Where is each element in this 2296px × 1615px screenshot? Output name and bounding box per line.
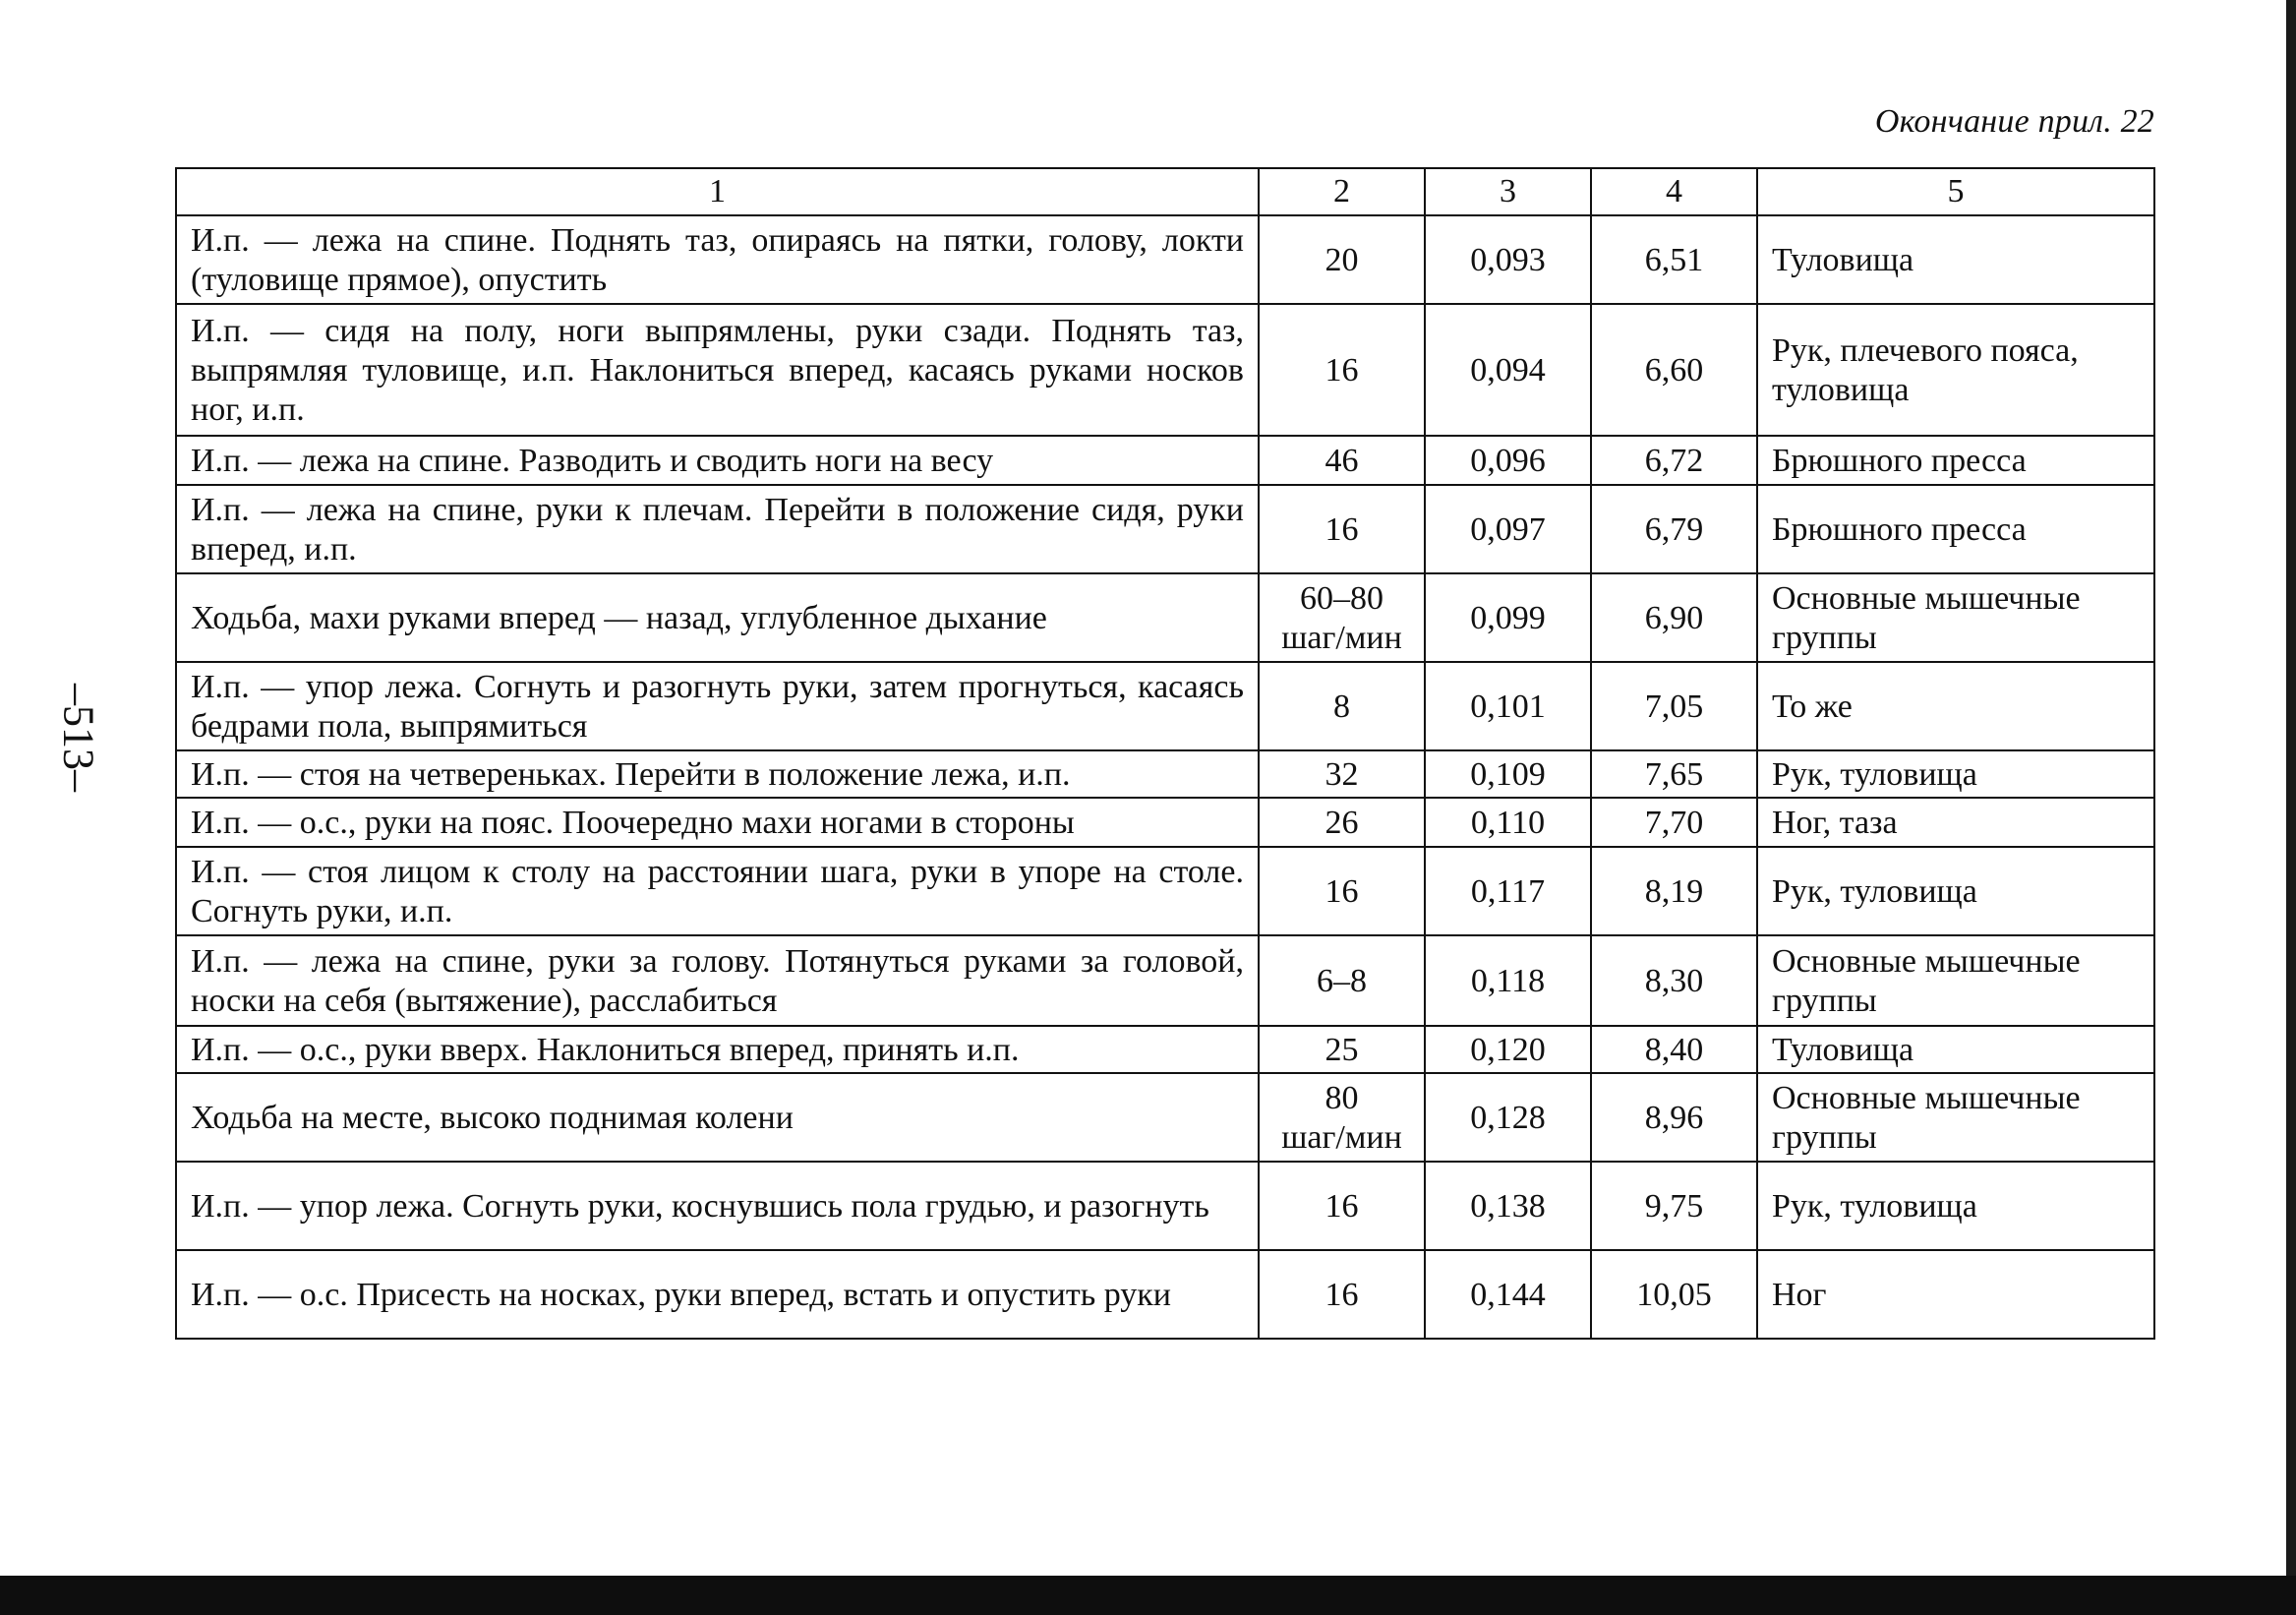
exercise-cell: И.п. — упор лежа. Согнуть руки, коснувшись пола грудью, и разогнуть [176,1162,1259,1250]
value-col3-cell: 0,117 [1425,847,1591,935]
header-col-5: 5 [1757,168,2154,215]
value-col3-cell: 0,128 [1425,1073,1591,1162]
exercise-table [175,167,2155,1340]
table-row [176,485,2154,573]
reps-cell: 16 [1259,304,1425,436]
value-col3-cell: 0,144 [1425,1250,1591,1339]
header-col-4: 4 [1591,168,1757,215]
value-col4-cell: 8,19 [1591,847,1757,935]
value-col4-cell: 6,72 [1591,436,1757,485]
exercise-cell: И.п. — стоя лицом к столу на расстоянии шага, руки в упоре на столе. Согнуть руки, и.п. [176,847,1259,935]
value-col4-cell: 8,30 [1591,935,1757,1026]
value-col4-cell: 10,05 [1591,1250,1757,1339]
value-col3-cell: 0,110 [1425,798,1591,847]
table-row [176,750,2154,798]
reps-cell [1259,1073,1425,1162]
value-col4-cell: 6,90 [1591,573,1757,662]
header-col-3: 3 [1425,168,1591,215]
reps-cell: 20 [1259,215,1425,304]
value-col4-cell: 6,51 [1591,215,1757,304]
table-row [176,1250,2154,1339]
table-row [176,935,2154,1026]
table-row [176,662,2154,750]
value-col4-cell: 9,75 [1591,1162,1757,1250]
table-header-row [176,168,2154,215]
exercise-cell: И.п. — о.с. Присесть на носках, руки вперед, встать и опустить руки [176,1250,1259,1339]
header-col-2: 2 [1259,168,1425,215]
reps-cell: 16 [1259,1250,1425,1339]
table-row [176,573,2154,662]
muscles-cell: Основные мышечные группы [1757,573,2154,662]
muscles-cell: Рук, туловища [1757,750,2154,798]
exercise-cell: И.п. — о.с., руки на пояс. Поочередно махи ногами в стороны [176,798,1259,847]
scan-edge-bottom [0,1576,2296,1615]
page-number: –513– [54,684,103,792]
muscles-cell: Ног, таза [1757,798,2154,847]
table-row [176,1026,2154,1073]
reps-cell: 25 [1259,1026,1425,1073]
reps-value: 80 [1325,1080,1359,1116]
value-col4-cell: 8,40 [1591,1026,1757,1073]
muscles-cell: Основные мышечные группы [1757,935,2154,1026]
reps-unit: шаг/мин [1281,620,1402,656]
exercise-cell: И.п. — о.с., руки вверх. Наклониться вперед, принять и.п. [176,1026,1259,1073]
value-col3-cell: 0,094 [1425,304,1591,436]
header-col-1: 1 [176,168,1259,215]
table-row [176,215,2154,304]
table-row [176,304,2154,436]
value-col3-cell: 0,097 [1425,485,1591,573]
exercise-cell: И.п. — сидя на полу, ноги выпрямлены, руки сзади. Поднять таз, выпрямляя туловище, и.п. Наклониться вперед, касаясь руками носков ног, и.п. [176,304,1259,436]
exercise-cell: И.п. — лежа на спине, руки к плечам. Перейти в положение сидя, руки вперед, и.п. [176,485,1259,573]
table-row [176,1073,2154,1162]
reps-cell: 8 [1259,662,1425,750]
exercise-cell: Ходьба на месте, высоко поднимая колени [176,1073,1259,1162]
muscles-cell: Рук, туловища [1757,847,2154,935]
reps-cell: 46 [1259,436,1425,485]
page-caption: Окончание прил. 22 [1874,103,2154,140]
value-col3-cell: 0,118 [1425,935,1591,1026]
exercise-cell: И.п. — лежа на спине. Разводить и сводить ноги на весу [176,436,1259,485]
reps-cell: 6–8 [1259,935,1425,1026]
muscles-cell: Брюшного пресса [1757,436,2154,485]
exercise-cell: И.п. — стоя на четвереньках. Перейти в положение лежа, и.п. [176,750,1259,798]
muscles-cell: Рук, плечевого пояса, туловища [1757,304,2154,436]
value-col3-cell: 0,099 [1425,573,1591,662]
value-col3-cell: 0,101 [1425,662,1591,750]
exercise-cell: И.п. — лежа на спине, руки за голову. Потянуться руками за головой, носки на себя (вытяжение), расслабиться [176,935,1259,1026]
table-row [176,436,2154,485]
muscles-cell: Основные мышечные группы [1757,1073,2154,1162]
reps-value: 60–80 [1300,580,1383,617]
value-col4-cell: 8,96 [1591,1073,1757,1162]
reps-unit: шаг/мин [1281,1119,1402,1156]
value-col3-cell: 0,109 [1425,750,1591,798]
reps-cell [1259,573,1425,662]
value-col4-cell: 7,65 [1591,750,1757,798]
scan-edge-right [2286,0,2296,1615]
value-col4-cell: 6,79 [1591,485,1757,573]
reps-cell: 16 [1259,1162,1425,1250]
reps-cell: 16 [1259,847,1425,935]
muscles-cell: То же [1757,662,2154,750]
table-row [176,847,2154,935]
reps-cell: 26 [1259,798,1425,847]
muscles-cell: Туловища [1757,1026,2154,1073]
exercise-cell: И.п. — упор лежа. Согнуть и разогнуть руки, затем прогнуться, касаясь бедрами пола, выпрямиться [176,662,1259,750]
value-col4-cell: 6,60 [1591,304,1757,436]
muscles-cell: Ног [1757,1250,2154,1339]
value-col3-cell: 0,093 [1425,215,1591,304]
muscles-cell: Рук, туловища [1757,1162,2154,1250]
reps-cell: 16 [1259,485,1425,573]
reps-cell: 32 [1259,750,1425,798]
table-row [176,1162,2154,1250]
muscles-cell: Туловища [1757,215,2154,304]
value-col3-cell: 0,120 [1425,1026,1591,1073]
exercise-cell: И.п. — лежа на спине. Поднять таз, опираясь на пятки, голову, локти (туловище прямое), опустить [176,215,1259,304]
value-col3-cell: 0,096 [1425,436,1591,485]
value-col4-cell: 7,05 [1591,662,1757,750]
value-col4-cell: 7,70 [1591,798,1757,847]
value-col3-cell: 0,138 [1425,1162,1591,1250]
table-row [176,798,2154,847]
exercise-cell: Ходьба, махи руками вперед — назад, углубленное дыхание [176,573,1259,662]
muscles-cell: Брюшного пресса [1757,485,2154,573]
